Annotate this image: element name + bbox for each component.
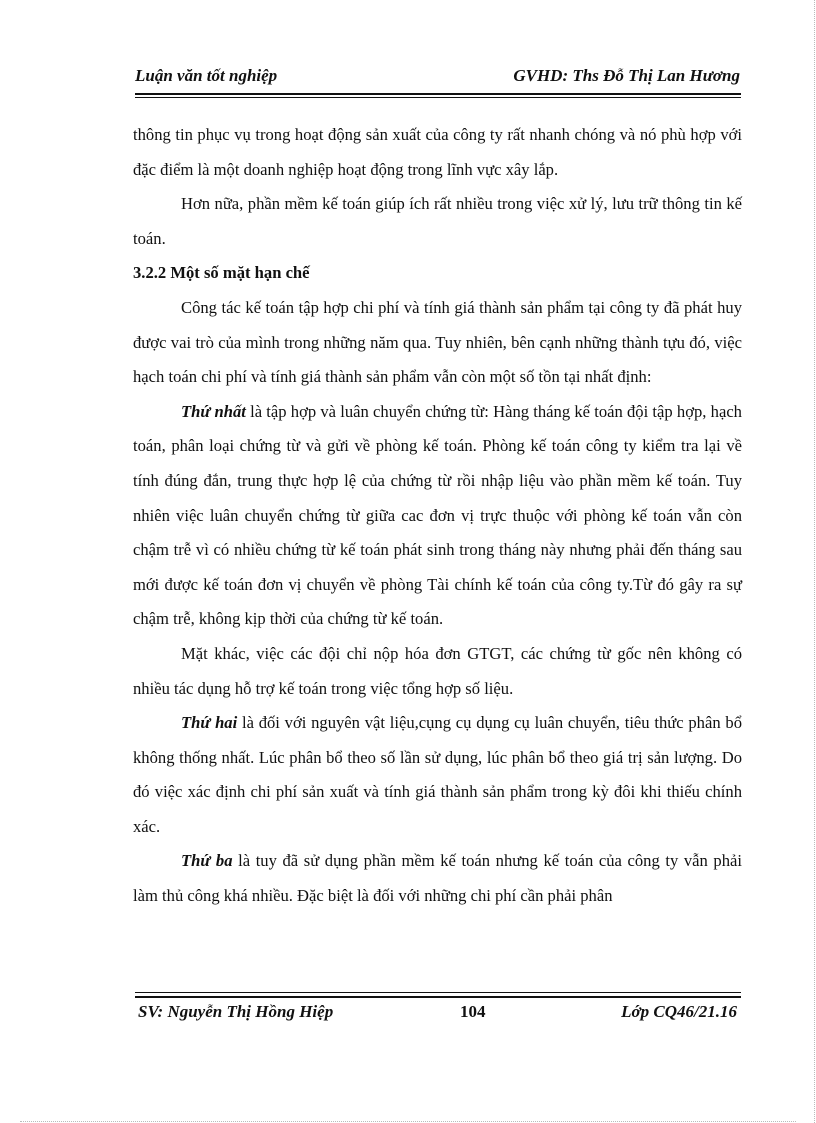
paragraph: Công tác kế toán tập hợp chi phí và tính giá thành sản phẩm tại công ty đã phát huy được vai trò của mình trong những năm qua. Tuy nhiên, bên cạnh những thành tựu đó, việc hạch toán chi phí và tính giá thành sản phẩm vẫn còn một số tồn tại nhất định: [133,297,742,387]
paragraph: Mặt khác, việc các đội chỉ nộp hóa đơn GTGT, các chứng từ gốc nên không có nhiều tác dụng hỗ trợ kế toán trong việc tổng hợp số liệu. [133,643,742,698]
footer-student: SV: Nguyễn Thị Hồng Hiệp [138,1002,334,1021]
page-footer [135,1000,740,1026]
paragraph-lead: Thứ ba [181,851,233,871]
page-number: 104 [460,1002,486,1021]
section-heading: 3.2.2 Một số mặt hạn chế [133,263,310,283]
footer-rule-thin [135,992,741,993]
paragraph [133,395,742,637]
paragraph [133,844,742,913]
paragraph-lead: Thứ nhất [181,401,246,421]
paragraph-lead: Thứ hai [181,713,238,733]
paragraph [133,706,742,844]
paragraph: thông tin phục vụ trong hoạt động sản xuất của công ty rất nhanh chóng và nó phù hợp với đặc điểm là một doanh nghiệp hoạt động trong lĩnh vực xây lắp. [133,125,742,179]
header-supervisor: GVHD: Ths Đỗ Thị Lan Hương [513,66,740,85]
paragraph-text: là tập hợp và luân chuyển chứng từ: Hàng tháng kế toán đội tập hợp, hạch toán, phân loại chứng từ và gửi về phòng kế toán. Phòng kế toán công ty kiểm tra lại về tính đúng đắn, trung thực hợp lệ của chứng từ rồi nhập liệu vào phần mềm kế toán. Tuy nhiên việc luân chuyển chứng từ giữa cac đơn vị trực thuộc với phòng kế toán vẫn còn chậm trễ vì có nhiều chứng từ kế toán phát sinh trong tháng này nhưng phải đến tháng sau mới được kế toán đơn vị chuyển về phòng Tài chính kế toán của công ty.Từ đó gây ra sự chậm trễ, không kịp thời của chứng từ kế toán. [133,401,742,629]
page-body [133,118,742,914]
header-rule-thin [135,97,741,98]
paragraph-text: là đối với nguyên vật liệu,cụng cụ dụng cụ luân chuyển, tiêu thức phân bổ không thống nhất. Lúc phân bổ theo số lần sử dụng, lúc phân bổ theo giá trị sản lượng. Do đó việc xác định chi phí sản xuất và tính giá thành sản phẩm trong kỳ đôi khi thiếu chính xác. [133,713,742,836]
page-edge-bottom [20,1121,796,1122]
paragraph: Hơn nữa, phần mềm kế toán giúp ích rất nhiều trong việc xử lý, lưu trữ thông tin kế toán. [133,194,742,248]
header-thesis-title: Luận văn tốt nghiệp [135,66,278,85]
footer-rule-thick [135,996,741,998]
page-edge-right [814,0,815,1123]
footer-class: Lớp CQ46/21.16 [621,1002,737,1021]
header-rule-thick [135,93,741,95]
paragraph-text: là tuy đã sử dụng phần mềm kế toán nhưng kế toán của công ty vẫn phải làm thủ công khá nhiều. Đặc biệt là đối với những chi phí cần phải phân [133,851,742,906]
page-header [135,60,740,92]
